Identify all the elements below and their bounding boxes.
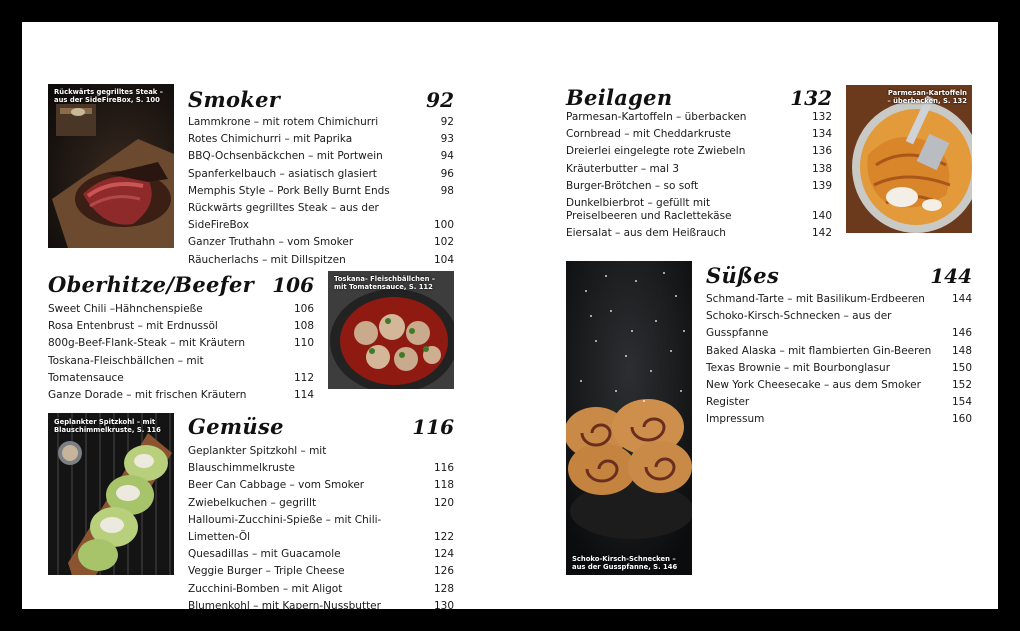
toc-entry[interactable]: Rosa Entenbrust – mit Erdnussöl 108 <box>48 320 314 333</box>
toc-entry[interactable]: Sweet Chili –Hähnchenspieße 106 <box>48 303 314 315</box>
book-page <box>22 22 998 612</box>
beilagen-title: Beilagen <box>566 85 673 110</box>
toc-entry[interactable]: Memphis Style – Pork Belly Burnt Ends 98 <box>188 184 454 197</box>
toc-entry[interactable]: Quesadillas – mit Guacamole 124 <box>188 548 454 561</box>
toc-entry[interactable]: Beer Can Cabbage – vom Smoker 118 <box>188 479 454 492</box>
toc-entry[interactable]: Halloumi-Zucchini-Spieße – mit Chili-Limetten-Öl 122 <box>188 513 454 544</box>
smoker-image <box>48 84 174 248</box>
toc-entry[interactable]: 800g-Beef-Flank-Steak – mit Kräutern 110 <box>48 337 314 350</box>
suesses-heading <box>706 258 972 288</box>
toc-entry[interactable]: BBQ-Ochsenbäckchen – mit Portwein 94 <box>188 150 454 163</box>
gemuese-title: Gemüse <box>188 414 284 439</box>
toc-entry[interactable]: Schmand-Tarte – mit Basilikum-Erdbeeren 144 <box>706 293 972 305</box>
appendix-list <box>706 394 972 428</box>
beilagen-page: 132 <box>790 86 832 110</box>
toc-entry-register[interactable]: Register 154 <box>706 396 972 408</box>
oberhitze-page: 106 <box>272 273 314 297</box>
toc-entry[interactable]: Spanferkelbauch – asiatisch glasiert 96 <box>188 167 454 180</box>
smoker-heading <box>188 82 454 112</box>
suesses-title: Süßes <box>706 263 780 288</box>
oberhitze-heading <box>48 267 314 297</box>
toc-entry[interactable]: Kräuterbutter – mal 3 138 <box>566 162 832 175</box>
smoker-title: Smoker <box>188 87 281 112</box>
toc-entry[interactable]: Dunkelbierbrot – gefüllt mit Preiselbeeren und Raclettekäse 140 <box>566 197 832 223</box>
toc-entry[interactable]: Zucchini-Bomben – mit Aligot 128 <box>188 582 454 595</box>
gemuese-image <box>48 413 174 575</box>
gemuese-image-caption: Geplankter Spitzkohl – mit Blauschimmelkruste, S. 116 <box>54 418 161 434</box>
suesses-image <box>566 261 692 575</box>
oberhitze-image <box>328 271 454 389</box>
toc-entry[interactable]: Baked Alaska – mit flambierten Gin-Beeren 148 <box>706 344 972 357</box>
toc-entry-impressum[interactable]: Impressum 160 <box>706 413 972 426</box>
toc-entry[interactable]: Blumenkohl – mit Kapern-Nussbutter 130 <box>188 599 454 612</box>
smoker-page: 92 <box>426 88 454 112</box>
toc-entry[interactable]: Ganzer Truthahn – vom Smoker 102 <box>188 236 454 249</box>
toc-entry[interactable]: Lammkrone – mit rotem Chimichurri 92 <box>188 116 454 128</box>
gemuese-page: 116 <box>412 415 454 439</box>
toc-entry[interactable]: Burger-Brötchen – so soft 139 <box>566 179 832 192</box>
beilagen-image <box>846 85 972 233</box>
oberhitze-list <box>48 301 314 404</box>
gemuese-heading <box>188 409 454 439</box>
beilagen-heading <box>566 80 832 110</box>
toc-entry[interactable]: Rotes Chimichurri – mit Paprika 93 <box>188 133 454 146</box>
oberhitze-image-caption: Toskana- Fleischbällchen – mit Tomatensauce, S. 112 <box>334 275 436 291</box>
gemuese-list <box>188 443 454 615</box>
toc-entry[interactable]: Ganze Dorade – mit frischen Kräutern 114 <box>48 389 314 402</box>
toc-entry[interactable]: Cornbread – mit Cheddarkruste 134 <box>566 128 832 141</box>
toc-entry[interactable]: Parmesan-Kartoffeln – überbacken 132 <box>566 111 832 123</box>
toc-entry[interactable]: Dreierlei eingelegte rote Zwiebeln 136 <box>566 145 832 158</box>
oberhitze-title: Oberhitze/Beefer <box>48 272 255 297</box>
toc-entry[interactable]: Rückwärts gegrilltes Steak – aus der SideFireBox 100 <box>188 202 454 232</box>
toc-entry[interactable]: Veggie Burger – Triple Cheese 126 <box>188 565 454 578</box>
toc-entry[interactable]: Zwiebelkuchen – gegrillt 120 <box>188 496 454 509</box>
toc-entry[interactable]: Räucherlachs – mit Dillspitzen 104 <box>188 253 454 266</box>
toc-entry[interactable]: Schoko-Kirsch-Schnecken – aus der Gusspfanne 146 <box>706 310 972 340</box>
toc-entry[interactable]: New York Cheesecake – aus dem Smoker 152 <box>706 379 972 392</box>
smoker-list <box>188 114 454 269</box>
suesses-image-caption: Schoko-Kirsch-Schnecken – aus der Gusspfanne, S. 146 <box>572 555 678 571</box>
beilagen-image-caption: Parmesan-Kartoffeln – überbacken, S. 132 <box>887 89 967 105</box>
toc-entry[interactable]: Geplankter Spitzkohl – mit Blauschimmelkruste 116 <box>188 445 454 475</box>
toc-entry[interactable]: Eiersalat – aus dem Heißrauch 142 <box>566 227 832 240</box>
toc-entry[interactable]: Toskana-Fleischbällchen – mit Tomatensauce 112 <box>48 354 314 384</box>
toc-entry[interactable]: Texas Brownie – mit Bourbonglasur 150 <box>706 361 972 374</box>
suesses-list <box>706 291 972 394</box>
suesses-page: 144 <box>930 264 972 288</box>
beilagen-list <box>566 109 832 242</box>
smoker-image-caption: Rückwärts gegrilltes Steak – aus der SideFireBox, S. 100 <box>54 88 164 104</box>
